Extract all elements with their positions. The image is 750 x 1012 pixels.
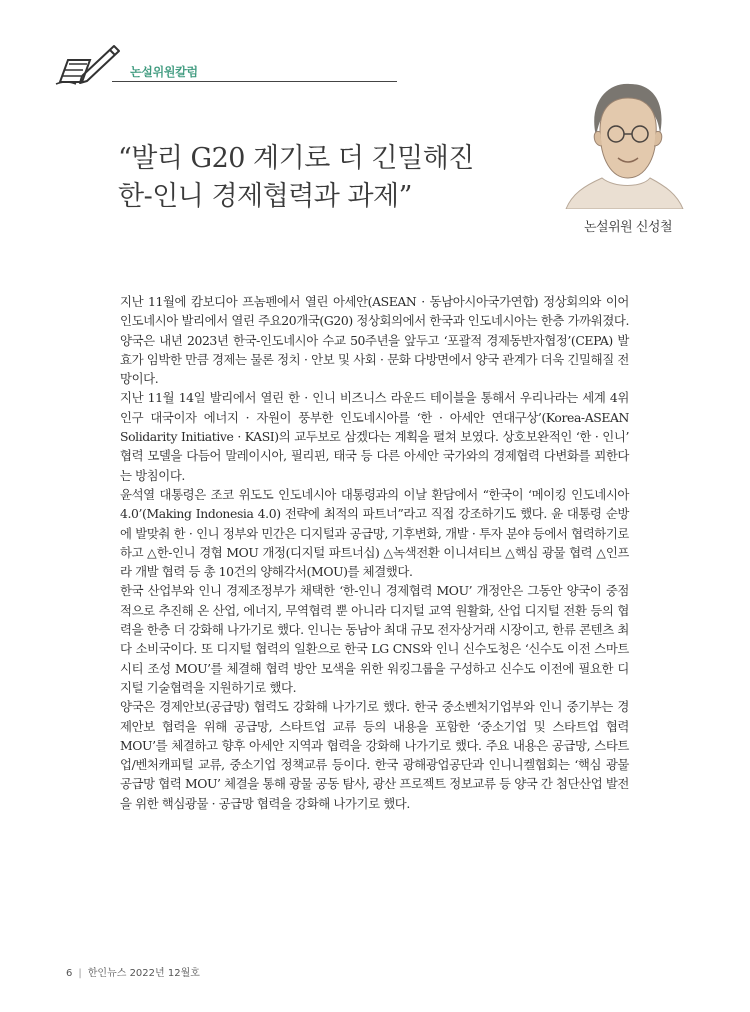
body-paragraph: 양국은 경제안보(공급망) 협력도 강화해 나가기로 했다. 한국 중소벤처기업부와 인니 중기부는 경제안보 협력을 위해 공급망, 스타트업 교류 등의 내용을 포함한 ‘중소기업 및 스타트업 협력 MOU’를 체결하고 향후 아세안 지역과 협력을 강화해 나가기로 했다. 주요 내용은 공급망, 스타트업/벤처캐피털 교류, 중소기업 정책교류 등이다. 한국 광해광업공단과 인니니켈협회는 ‘핵심 광물 공급망 협력 MOU’ 체결을 통해 광물 공동 탐사, 광산 프로젝트 정보교류 등 양국 간 첨단산업 발전을 위한 핵심광물 · 공급망 협력을 강화해 나가기로 했다. xyxy=(120,699,629,811)
column-header xyxy=(52,40,352,88)
page-number: 6 xyxy=(66,968,73,979)
title-line-2: 한-인니 경제협력과 과제” xyxy=(118,181,412,212)
publication-info: 한인뉴스 2022년 12월호 xyxy=(87,968,200,979)
article-title xyxy=(118,140,538,216)
body-paragraph: 지난 11월에 캄보디아 프놈펜에서 열린 아세안(ASEAN · 동남아시아국가연합) 정상회의와 이어 인도네시아 발리에서 열린 주요20개국(G20) 정상회의에서 한국과 인도네시아는 한층 가까워졌다. 양국은 내년 2023년 한국-인도네시아 수교 50주년을 앞두고 ‘포괄적 경제동반자협정’(CEPA) 발효가 임박한 만큼 경제는 물론 정치 · 안보 및 사회 · 문화 다방면에서 양국 관계가 더욱 긴밀해질 전망이다. xyxy=(120,294,629,387)
title-line-1: “발리 G20 계기로 더 긴밀해진 xyxy=(118,143,474,174)
header-divider xyxy=(112,81,397,82)
article-body xyxy=(120,292,629,813)
pen-writing-icon xyxy=(52,40,124,86)
body-paragraph: 한국 산업부와 인니 경제조정부가 채택한 ‘한-인니 경제협력 MOU’ 개정안은 그동안 양국이 중점적으로 추진해 온 산업, 에너지, 무역협력 뿐 아니라 디지털 교역 원활화, 산업 디지털 전환 등의 협력을 한층 더 강화해 나가기로 했다. 인니는 동남아 최대 규모 전자상거래 시장이고, 한류 콘텐츠 최다 소비국이다. 또 디지털 협력의 일환으로 한국 LG CNS와 인니 신수도청은 ‘신수도 이전 스마트시티 조성 MOU’를 체결해 협력 방안 모색을 위한 워킹그룹을 구성하고 신수도 이전에 필요한 디지털 기술협력을 지원하기로 했다. xyxy=(120,583,629,695)
section-label: 논설위원칼럼 xyxy=(130,65,198,79)
body-paragraph: 지난 11월 14일 발리에서 열린 한 · 인니 비즈니스 라운드 테이블을 통해서 우리나라는 세계 4위 인구 대국이자 에너지 · 자원이 풍부한 인도네시아를 ‘한 · 아세안 연대구상’(Korea-ASEAN Solidarity Initiative · KASI)의 교두보로 삼겠다는 계획을 펼쳐 보였다. 상호보완적인 ‘한 · 인니’ 협력 모델을 다듬어 말레이시아, 필리핀, 태국 등 다른 아세안 국가와의 경제협력 다변화를 꾀한다는 방침이다. xyxy=(120,390,629,483)
page-footer xyxy=(66,964,200,979)
author-portrait xyxy=(562,74,687,209)
footer-separator: | xyxy=(78,968,82,979)
author-byline: 논설위원 신성철 xyxy=(583,220,673,235)
body-paragraph: 윤석열 대통령은 조코 위도도 인도네시아 대통령과의 이날 환담에서 “한국이 ‘메이킹 인도네시아 4.0’(Making Indonesia 4.0) 전략에 최적의 파트너”라고 직접 강조하기도 했다. 윤 대통령 순방에 발맞춰 한 · 인니 정부와 민간은 디지털과 공급망, 기후변화, 개발 · 투자 분야 등에서 협력하기로 하고 △한-인니 경협 MOU 개정(디지털 파트너십) △녹색전환 이니셔티브 △핵심 광물 협력 △인프라 개발 협력 등 총 10건의 양해각서(MOU)를 체결했다. xyxy=(120,486,629,580)
